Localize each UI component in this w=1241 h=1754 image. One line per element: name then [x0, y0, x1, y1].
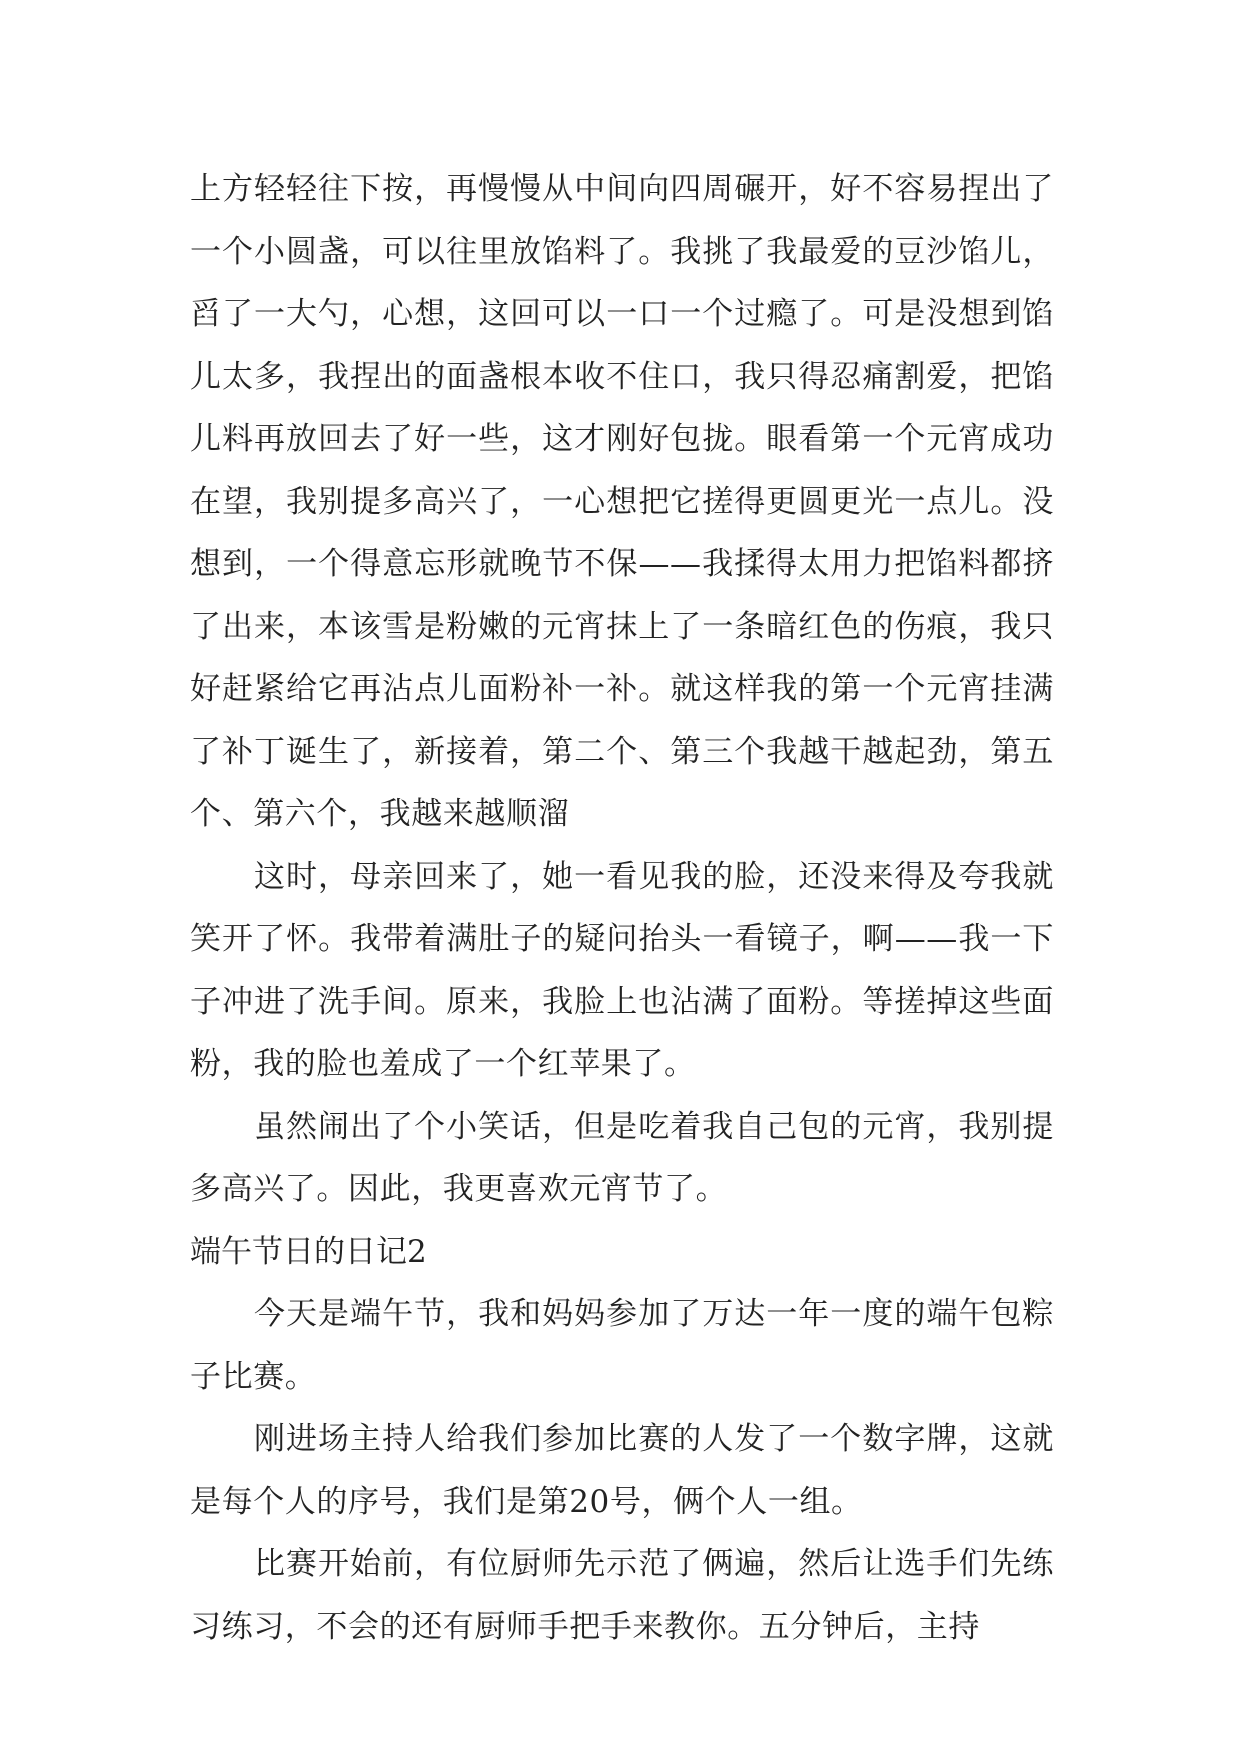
- paragraph: 刚进场主持人给我们参加比赛的人发了一个数字牌，这就是每个人的序号，我们是第20号，俩个人一组。: [190, 1421, 1054, 1520]
- paragraph: 虽然闹出了个小笑话，但是吃着我自己包的元宵，我别提多高兴了。因此，我更喜欢元宵节了。: [190, 1108, 1054, 1207]
- paragraph: 上方轻轻往下按，再慢慢从中间向四周碾开，好不容易捏出了一个小圆盏，可以往里放馅料了。我挑了我最爱的豆沙馅儿，舀了一大勺，心想，这回可以一口一个过瘾了。可是没想到馅儿太多，我捏出的面盏根本收不住口，我只得忍痛割爱，把馅儿料再放回去了好一些，这才刚好包拢。眼看第一个元宵成功在望，我别提多高兴了，一心想把它搓得更圆更光一点儿。没想到，一个得意忘形就晚节不保——我揉得太用力把馅料都挤了出来，本该雪是粉嫩的元宵抹上了一条暗红色的伤痕，我只好赶紧给它再沾点儿面粉补一补。就这样我的第一个元宵挂满了补丁诞生了，新接着，第二个、第三个我越干越起劲，第五个、第六个，我越来越顺溜: [190, 171, 1054, 832]
- paragraph: 比赛开始前，有位厨师先示范了俩遍，然后让选手们先练习练习，不会的还有厨师手把手来教你。五分钟后，主持: [190, 1546, 1054, 1645]
- section-heading: 端午节日的日记2: [190, 1233, 427, 1270]
- document-body: [190, 158, 1054, 1658]
- paragraph: 这时，母亲回来了，她一看见我的脸，还没来得及夸我就笑开了怀。我带着满肚子的疑问抬头一看镜子，啊——我一下子冲进了洗手间。原来，我脸上也沾满了面粉。等搓掉这些面粉，我的脸也羞成了一个红苹果了。: [190, 858, 1054, 1082]
- paragraph: 今天是端午节，我和妈妈参加了万达一年一度的端午包粽子比赛。: [190, 1296, 1054, 1395]
